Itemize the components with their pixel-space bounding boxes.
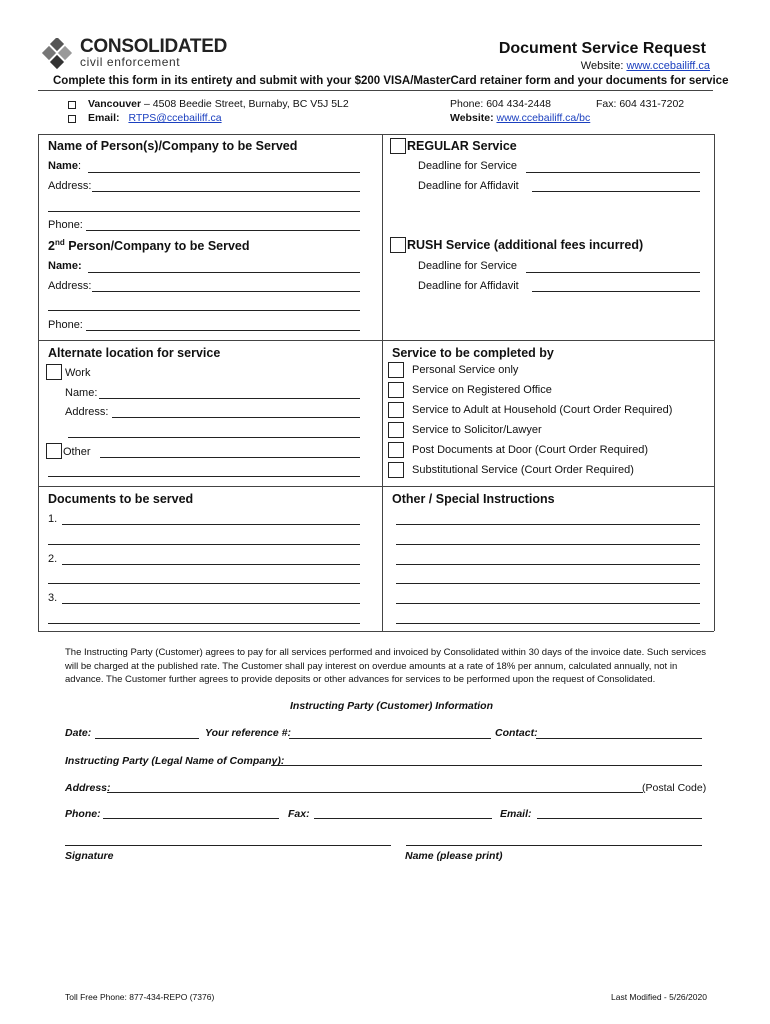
name2-label: Name: [48,260,82,272]
contact-fax: Fax: 604 431-7202 [596,98,685,110]
service-option-label: Substitutional Service (Court Order Required) [412,464,634,476]
alternate-title: Alternate location for service [48,346,221,360]
name-print-field[interactable] [406,845,702,846]
service-option-label: Post Documents at Door (Court Order Required) [412,444,648,456]
phone2-label: Phone: [48,319,83,331]
name-field[interactable] [88,172,360,173]
cust-email-label: Email: [500,808,532,820]
reference-field[interactable] [289,738,491,739]
email-label: Email: [88,112,120,124]
website-label: Website: [580,60,624,72]
contact-label: Contact: [495,727,538,739]
service-option-checkbox[interactable] [388,362,404,378]
other-field[interactable] [100,457,360,458]
service-option-checkbox[interactable] [388,382,404,398]
cust-address-field[interactable] [107,792,643,793]
regular-checkbox[interactable] [390,138,406,154]
toll-free: Toll Free Phone: 877-434-REPO (7376) [65,992,215,1002]
contact-phone: Phone: 604 434-2448 [450,98,552,110]
service-option-label: Personal Service only [412,364,519,376]
rush-deadline-affidavit: Deadline for Affidavit [418,280,519,292]
regular-label: REGULAR Service [407,139,517,153]
email-line [88,112,222,124]
website2-label: Website: [450,112,494,124]
logo-icon [40,38,76,70]
regular-deadline-service-field[interactable] [526,172,700,173]
rush-deadline-affidavit-field[interactable] [532,291,700,292]
other-instructions-title: Other / Special Instructions [392,492,555,506]
documents-title: Documents to be served [48,492,194,506]
service-option-checkbox[interactable] [388,422,404,438]
logo-tagline: civil enforcement [80,55,181,69]
date-field[interactable] [95,738,199,739]
logo [40,38,230,70]
work-label: Work [65,367,91,379]
first-person-title: Name of Person(s)/Company to be Served [48,139,298,153]
instructions-field-3[interactable] [396,564,700,565]
contact-field[interactable] [536,738,702,739]
contact-website [450,112,590,124]
address-field-2[interactable] [48,211,360,212]
logo-name: CONSOLIDATED [80,36,227,57]
phone2-field[interactable] [86,330,360,331]
doc-field-1b[interactable] [48,544,360,545]
instructions-field-1[interactable] [396,524,700,525]
doc-field-2b[interactable] [48,583,360,584]
service-option-label: Service on Registered Office [412,384,552,396]
phone-label: Phone: [48,219,83,231]
reference-label: Your reference #: [205,727,291,739]
table-left [38,134,39,631]
row-divider-2 [38,486,714,487]
last-modified: Last Modified - 5/26/2020 [611,992,707,1002]
vancouver-bullet [68,101,76,109]
row-divider-1 [38,340,714,341]
rush-deadline-service-field[interactable] [526,272,700,273]
legal-name-field[interactable] [272,765,702,766]
rush-checkbox[interactable] [390,237,406,253]
rush-label: RUSH Service (additional fees incurred) [407,238,644,252]
second-person-title: 2nd Person/Company to be Served [48,238,250,254]
website2-link[interactable]: www.ccebailiff.ca/bc [496,112,591,124]
signature-label: Signature [65,850,114,862]
header-website [581,60,710,72]
other-label: Other [63,446,91,458]
address-label: Address: [48,180,92,192]
doc-field-2[interactable] [62,564,360,565]
cust-fax-label: Fax: [288,808,310,820]
service-type-title: Service to be completed by [392,346,554,360]
doc-field-3b[interactable] [48,623,360,624]
regular-deadline-affidavit-field[interactable] [532,191,700,192]
alt-name-label: Name: [65,387,98,399]
service-option-checkbox[interactable] [388,462,404,478]
cust-fax-field[interactable] [314,818,492,819]
cust-phone-label: Phone: [65,808,101,820]
regular-deadline-affidavit: Deadline for Affidavit [418,180,519,192]
cust-address-label: Address: [65,782,111,794]
phone-field[interactable] [86,230,360,231]
work-checkbox[interactable] [46,364,62,380]
name-label: Name: [48,160,82,172]
address2-label: Address: [48,280,92,292]
rush-deadline-service: Deadline for Service [418,260,518,272]
service-option-checkbox[interactable] [388,402,404,418]
doc-field-1[interactable] [62,524,360,525]
alt-address-field[interactable] [112,417,360,418]
table-top [38,134,714,135]
customer-title: Instructing Party (Customer) Information [290,700,494,712]
vancouver-line [88,98,349,110]
email-link[interactable]: RTPS@ccebailiff.ca [128,112,222,124]
cust-phone-field[interactable] [103,818,279,819]
instruction-text: Complete this form in its entirety and submit with your $200 VISA/MasterCard retainer form and your documents for service [53,75,729,87]
doc-field-3[interactable] [62,603,360,604]
agreement-text: The Instructing Party (Customer) agrees to pay for all services performed and invoiced by Consolidated within 30 days of the invoice date. Such services will be charged at the published rate. The Customer shall pay interest on overdue amounts at a rate of 18% per annum, calculated annually, not in advance. The Customer further agrees to provide deposits or other advances for services to be performed upon the request of Consolidated. [65,647,707,685]
other-field-2[interactable] [48,476,360,477]
instructions-field-5[interactable] [396,603,700,604]
alt-address-label: Address: [65,406,109,418]
doc-item-3: 3. [48,592,58,604]
doc-item-2: 2. [48,553,58,565]
date-label: Date: [65,727,92,739]
signature-field[interactable] [65,845,391,846]
instructions-field-2[interactable] [396,544,700,545]
doc-item-1: 1. [48,513,58,525]
table-middle [382,134,383,631]
service-option-label: Service to Adult at Household (Court Order Required) [412,404,673,416]
table-bottom [38,631,714,632]
address2-field-2[interactable] [48,310,360,311]
address2-field[interactable] [92,291,360,292]
service-option-checkbox[interactable] [388,442,404,458]
instructions-field-6[interactable] [396,623,700,624]
table-right [714,134,715,631]
postal-code-label: (Postal Code) [642,782,707,794]
instructions-field-4[interactable] [396,583,700,584]
regular-deadline-service: Deadline for Service [418,160,518,172]
cust-email-field[interactable] [537,818,702,819]
alt-name-field[interactable] [99,398,360,399]
address-field[interactable] [92,191,360,192]
service-option-label: Service to Solicitor/Lawyer [412,424,542,436]
vancouver-address: – 4508 Beedie Street, Burnaby, BC V5J 5L2 [144,98,349,110]
other-checkbox[interactable] [46,443,62,459]
page-title: Document Service Request [498,40,706,57]
website-link[interactable]: www.ccebailiff.ca [626,60,710,72]
alt-address-field-2[interactable] [68,437,360,438]
name2-field[interactable] [88,272,360,273]
header-divider [38,90,713,91]
email-bullet [68,115,76,123]
legal-name-label: Instructing Party (Legal Name of Company): [65,755,285,767]
vancouver-label: Vancouver [88,98,142,110]
name-print-label: Name (please print) [405,850,503,862]
